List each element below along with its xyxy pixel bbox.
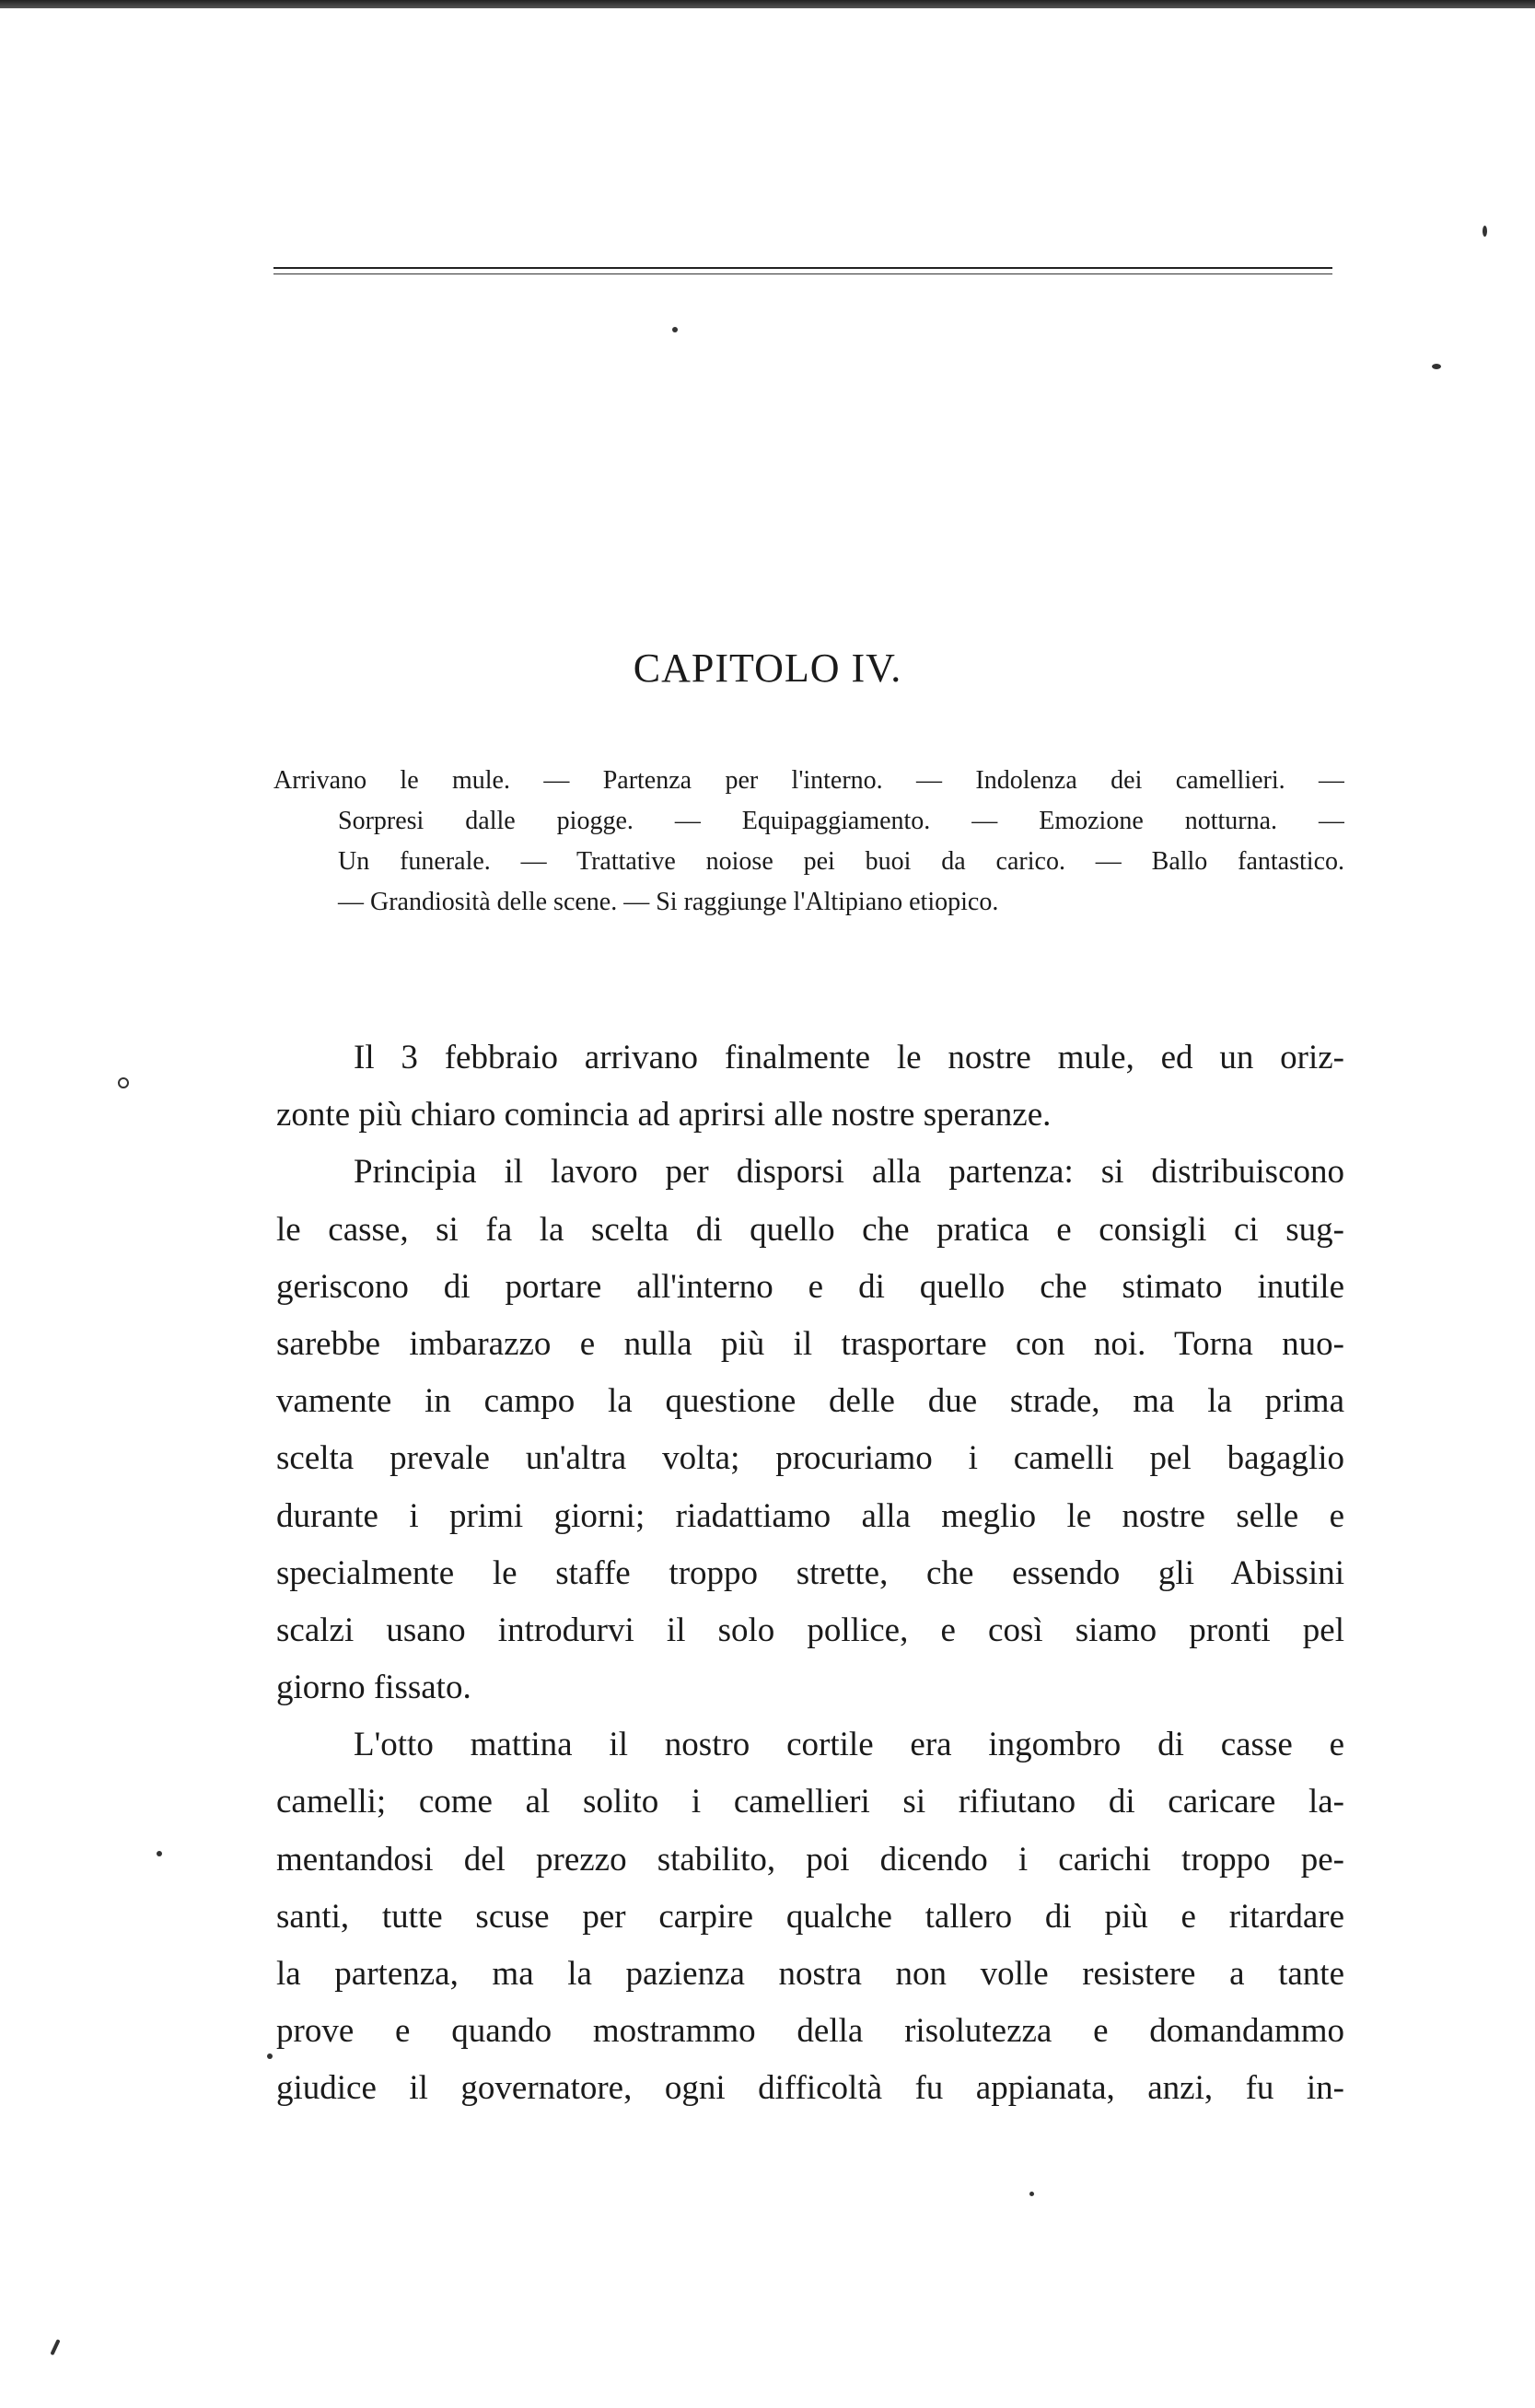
summary-line: — Grandiosità delle scene. — Si raggiunge l'Altipiano etiopico. — [338, 888, 999, 916]
summary-line: Sorpresi dalle piogge. — Equipaggiamento. — Emozione notturna. — — [338, 807, 1344, 835]
scan-speck — [157, 1851, 162, 1856]
scan-speck — [50, 2339, 60, 2356]
text-line: la partenza, ma la pazienza nostra non volle resistere a tante — [276, 1955, 1344, 1993]
text-line: zonte più chiaro comincia ad aprirsi alle nostre speranze. — [276, 1096, 1052, 1134]
text-line: L'otto mattina il nostro cortile era ingombro di casse e — [354, 1726, 1344, 1764]
text-line: specialmente le staffe troppo strette, che essendo gli Abissini — [276, 1553, 1344, 1592]
text-line: vamente in campo la questione delle due strade, ma la prima — [276, 1382, 1344, 1421]
scan-top-edge — [0, 0, 1535, 8]
scan-speck — [1029, 2192, 1034, 2196]
text-line: scalzi usano introdurvi il solo pollice, e così siamo pronti pel — [276, 1611, 1344, 1649]
chapter-title: CAPITOLO IV. — [633, 646, 902, 691]
body-text — [276, 1030, 1344, 2118]
text-line: camelli; come al solito i camellieri si rifiutano di caricare la- — [276, 1783, 1344, 1821]
summary-line: Arrivano le mule. — Partenza per l'interno. — Indolenza dei camellieri. — — [273, 766, 1344, 795]
text-line: geriscono di portare all'interno e di quello che stimato inutile — [276, 1267, 1344, 1306]
text-line: durante i primi giorni; riadattiamo alla meglio le nostre selle e — [276, 1496, 1344, 1535]
text-line: giudice il governatore, ogni difficoltà fu appianata, anzi, fu in- — [276, 2069, 1344, 2108]
text-line: le casse, si fa la scelta di quello che pratica e consigli ci sug- — [276, 1210, 1344, 1249]
text-line: sarebbe imbarazzo e nulla più il trasportare con noi. Torna nuo- — [276, 1324, 1344, 1363]
text-line: giorno fissato. — [276, 1669, 471, 1707]
scan-speck — [1432, 364, 1441, 369]
summary-line: Un funerale. — Trattative noiose pei buoi da carico. — Ballo fantastico. — [338, 847, 1344, 876]
scan-speck — [1483, 226, 1487, 237]
scan-speck — [672, 327, 678, 332]
text-line: prove e quando mostrammo della risolutezza e domandammo — [276, 2012, 1344, 2051]
text-line: scelta prevale un'altra volta; procuriamo i camelli pel bagaglio — [276, 1439, 1344, 1478]
chapter-summary — [273, 761, 1344, 923]
text-line: Il 3 febbraio arrivano finalmente le nostre mule, ed un oriz- — [354, 1039, 1344, 1076]
text-line: mentandosi del prezzo stabilito, poi dicendo i carichi troppo pe- — [276, 1840, 1344, 1879]
text-line: Principia il lavoro per disporsi alla partenza: si distribuiscono — [354, 1153, 1344, 1192]
text-line: santi, tutte scuse per carpire qualche tallero di più e ritardare — [276, 1897, 1344, 1936]
scan-speck — [118, 1077, 129, 1088]
scan-speck — [267, 2053, 273, 2059]
header-rule — [273, 267, 1332, 274]
